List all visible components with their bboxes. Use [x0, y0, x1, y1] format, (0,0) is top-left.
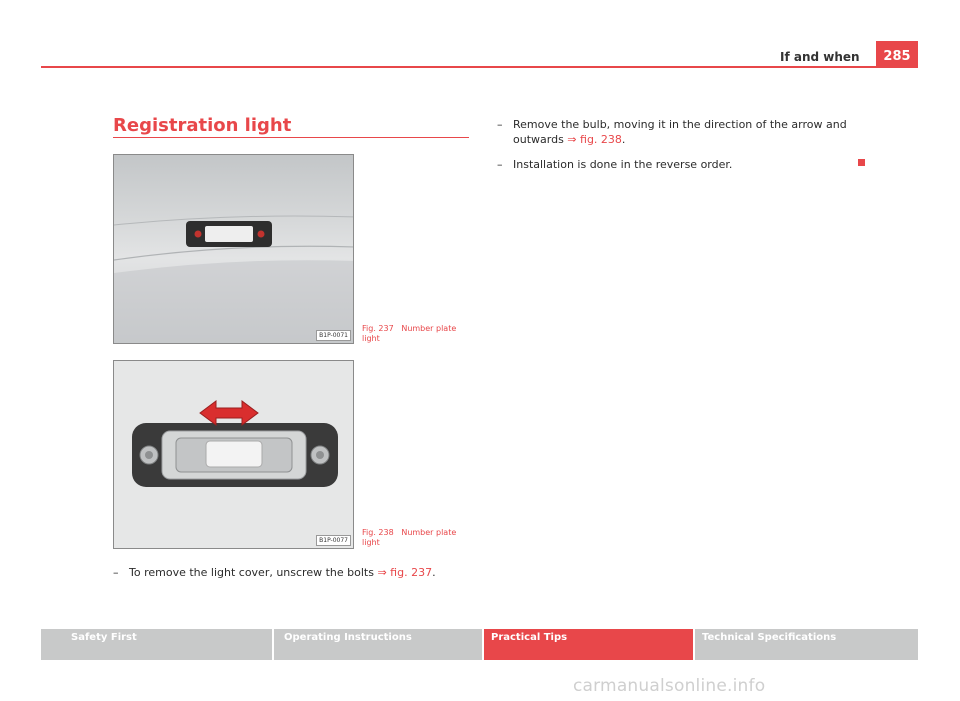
section-end-marker: [858, 159, 865, 166]
caption-text: Number plate light: [362, 528, 457, 547]
step-text: Remove the bulb, moving it in the direction of the arrow and: [513, 118, 847, 131]
rear-lid-illustration: [114, 155, 354, 344]
figure-caption: [362, 324, 462, 344]
caption-label: Fig. 237: [362, 324, 394, 333]
dash-marker: –: [497, 158, 503, 171]
dash-marker: –: [113, 566, 119, 579]
figure-code: B1P-0077: [316, 535, 351, 546]
figure-caption: [362, 528, 462, 548]
caption-label: Fig. 238: [362, 528, 394, 537]
bulb-removal-illustration: [114, 361, 354, 549]
header-rule: [41, 66, 918, 68]
figure-link[interactable]: ⇒ fig. 238: [567, 133, 622, 146]
caption-text: Number plate light: [362, 324, 457, 343]
chapter-title: If and when: [780, 50, 860, 64]
section-title: Registration light: [113, 115, 292, 136]
footer-tab-technical-specifications[interactable]: Technical Specifications: [695, 629, 918, 660]
footer-tab-practical-tips[interactable]: Practical Tips: [484, 629, 693, 660]
page-number: 285: [876, 41, 918, 68]
step-text-continued: outwards: [513, 133, 568, 146]
step-text: To remove the light cover, unscrew the bolts: [129, 566, 378, 579]
dash-marker: –: [497, 118, 503, 131]
section-rule: [113, 137, 469, 138]
watermark: carmanualsonline.info: [573, 676, 766, 696]
footer-tab-operating-instructions[interactable]: Operating Instructions: [274, 629, 482, 660]
step-text-end: .: [432, 566, 436, 579]
step-text: Installation is done in the reverse order.: [513, 158, 733, 171]
step-text-end: .: [621, 133, 626, 146]
figure-code: B1P-0071: [316, 330, 351, 341]
footer-tab-safety-first[interactable]: Safety First: [41, 629, 272, 660]
figure-number-plate-light-overview: [113, 154, 354, 344]
double-arrow-icon: [200, 401, 258, 425]
figure-bulb-removal: [113, 360, 354, 549]
figure-link[interactable]: ⇒ fig. 237: [377, 566, 433, 579]
